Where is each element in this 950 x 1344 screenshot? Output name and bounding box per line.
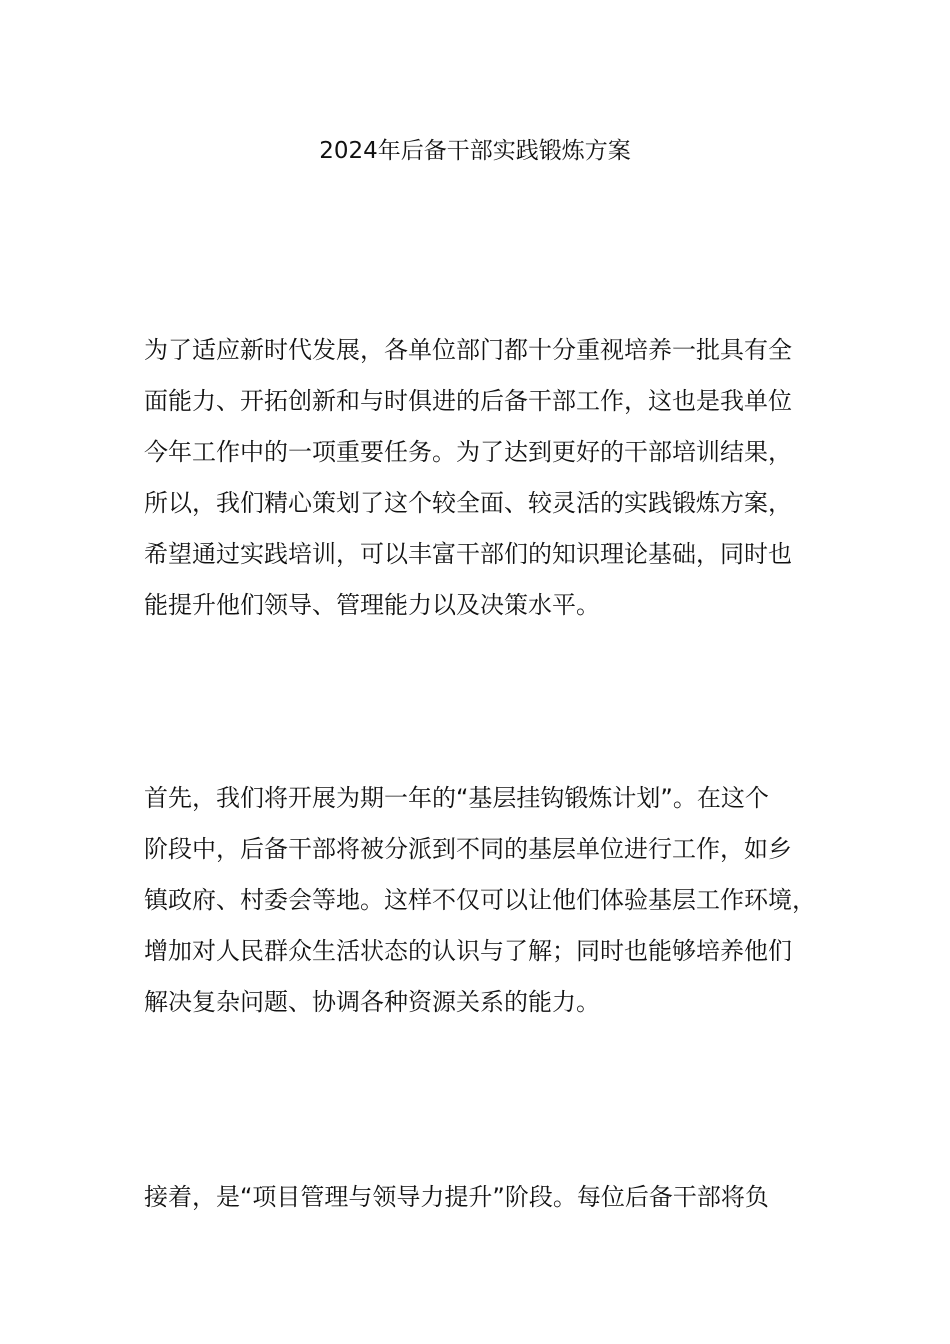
paragraph-first-stage [144, 773, 814, 1028]
paragraph-line: 希望通过实践培训，可以丰富干部们的知识理论基础，同时也 [144, 540, 792, 568]
paragraph-line: 首先，我们将开展为期一年的“基层挂钩锻炼计划”。在这个 [144, 784, 769, 812]
paragraph-line: 能提升他们领导、管理能力以及决策水平。 [144, 591, 600, 619]
paragraph-line: 所以，我们精心策划了这个较全面、较灵活的实践锻炼方案， [144, 489, 792, 517]
paragraph-line: 面能力、开拓创新和与时俱进的后备干部工作，这也是我单位 [144, 387, 792, 415]
document-title: 2024年后备干部实践锻炼方案 [319, 138, 631, 164]
paragraph-second-stage [144, 1172, 814, 1223]
paragraph-line: 解决复杂问题、协调各种资源关系的能力。 [144, 988, 600, 1016]
paragraph-line: 今年工作中的一项重要任务。为了达到更好的干部培训结果， [144, 438, 792, 466]
paragraph-intro [144, 325, 814, 631]
paragraph-line: 为了适应新时代发展，各单位部门都十分重视培养一批具有全 [144, 336, 792, 364]
paragraph-line: 接着，是“项目管理与领导力提升”阶段。每位后备干部将负 [144, 1183, 769, 1211]
paragraph-line: 镇政府、村委会等地。这样不仅可以让他们体验基层工作环境， [144, 886, 816, 914]
paragraph-line: 阶段中，后备干部将被分派到不同的基层单位进行工作，如乡 [144, 835, 792, 863]
paragraph-line: 增加对人民群众生活状态的认识与了解；同时也能够培养他们 [144, 937, 792, 965]
